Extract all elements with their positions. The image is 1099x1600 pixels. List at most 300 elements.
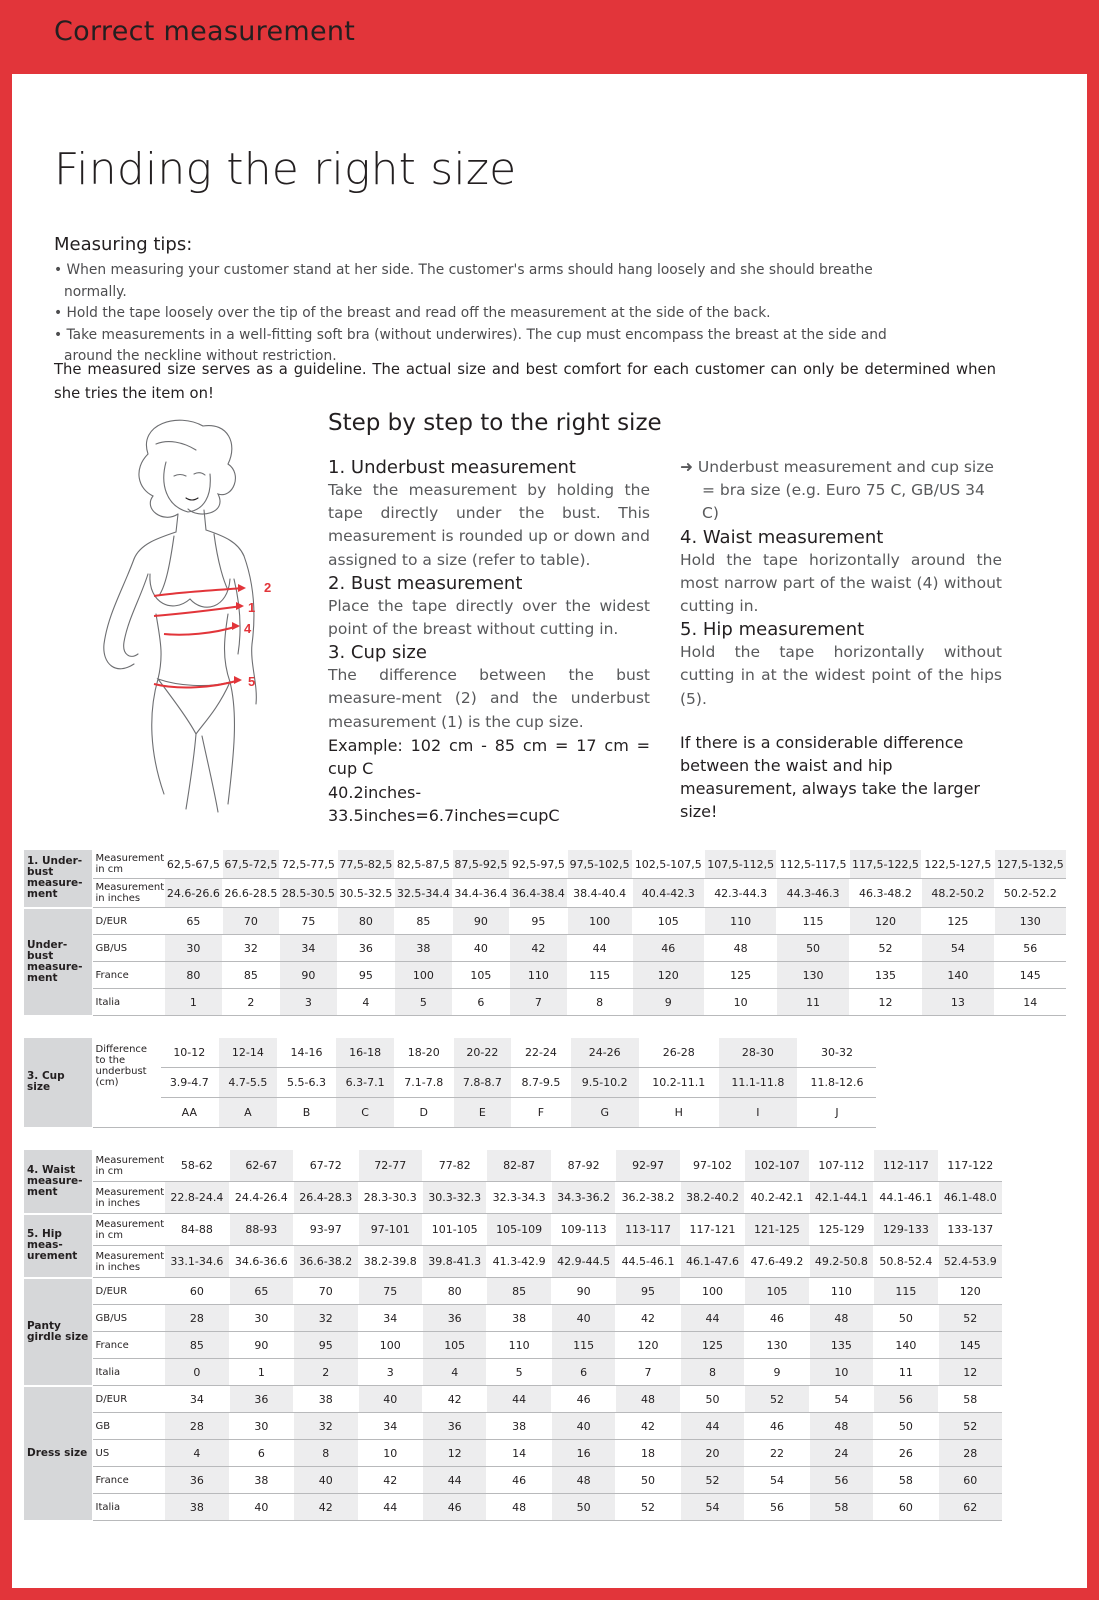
table-cell: 38: [229, 1467, 293, 1494]
table-cell: 120: [938, 1278, 1002, 1305]
table-cell: 24: [809, 1440, 873, 1467]
table-cell: 50: [616, 1467, 680, 1494]
table-cell: 12: [422, 1440, 486, 1467]
table-cell: 102,5-107,5: [632, 850, 704, 879]
table-cell: 42.1-44.1: [809, 1182, 873, 1214]
table-cell: 14: [994, 989, 1066, 1016]
table-cell: 36.6-38.2: [294, 1246, 358, 1278]
page-sheet: [12, 74, 1087, 1588]
table-cell: 36: [422, 1305, 486, 1332]
table-cell: 8.7-9.5: [512, 1068, 571, 1098]
table-cell: 50: [680, 1386, 744, 1413]
table-cell: F: [512, 1098, 571, 1128]
row-label: D/EUR: [92, 908, 165, 935]
table-cell: 44: [680, 1413, 744, 1440]
table-cell: 6.3-7.1: [336, 1068, 395, 1098]
table-cell: 82,5-87,5: [395, 850, 453, 879]
table-row: [24, 1494, 1002, 1521]
table-row: [24, 1332, 1002, 1359]
table-cell: 97-101: [358, 1214, 422, 1246]
row-label: Italia: [92, 989, 165, 1016]
table-cell: 52: [938, 1413, 1002, 1440]
table-row: [24, 1467, 1002, 1494]
table-cell: 38.2-40.2: [680, 1182, 744, 1214]
table-cell: 18: [616, 1440, 680, 1467]
table-cell: 115: [777, 908, 849, 935]
table-cell: 48: [487, 1494, 551, 1521]
table-cell: 44: [487, 1386, 551, 1413]
table-cell: 9: [745, 1359, 809, 1386]
table-cell: 135: [809, 1332, 873, 1359]
marker-1: 1: [248, 600, 256, 615]
table-cell: 58: [809, 1494, 873, 1521]
table-cell: 8: [567, 989, 632, 1016]
table-row: [24, 1214, 1002, 1246]
table-cell: 110: [510, 962, 568, 989]
table-cell: 60: [938, 1467, 1002, 1494]
table-cell: 145: [938, 1332, 1002, 1359]
group-label: 5. Hip meas-urement: [24, 1214, 92, 1278]
table-cell: 34.6-36.6: [229, 1246, 293, 1278]
table-row: [24, 962, 1066, 989]
table-cell: 97,5-102,5: [567, 850, 632, 879]
table-cell: 120: [616, 1332, 680, 1359]
table-cell: 44.1-46.1: [874, 1182, 938, 1214]
table-cell: 36: [422, 1413, 486, 1440]
step5-title: 5. Hip measurement: [680, 619, 865, 641]
table-cell: 0: [165, 1359, 229, 1386]
table-cell: 87-92: [551, 1150, 615, 1182]
table-row: [24, 1246, 1002, 1278]
table-cell: 34: [280, 935, 338, 962]
table-cell: 40: [452, 935, 510, 962]
table-cell: 38: [395, 935, 453, 962]
table-cell: 46: [422, 1494, 486, 1521]
table-cell: H: [639, 1098, 718, 1128]
table-cell: 3.9-4.7: [160, 1068, 219, 1098]
header-bar: [0, 0, 1099, 74]
table-cell: 140: [922, 962, 994, 989]
table-cell: 117-122: [938, 1150, 1002, 1182]
table-cell: 24.4-26.4: [229, 1182, 293, 1214]
table-cell: 92,5-97,5: [510, 850, 568, 879]
table-cell: 1: [165, 989, 223, 1016]
table-cell: 100: [395, 962, 453, 989]
table-cell: 18-20: [394, 1038, 453, 1068]
table-cell: 42: [616, 1413, 680, 1440]
table-cell: 9.5-10.2: [570, 1068, 639, 1098]
table-cell: 36: [165, 1467, 229, 1494]
table-cell: 22: [745, 1440, 809, 1467]
table-cell: 46.1-48.0: [938, 1182, 1002, 1214]
table-cell: 48: [704, 935, 776, 962]
underbust-size-table: [24, 850, 1066, 1017]
table-cell: 44: [422, 1467, 486, 1494]
tips-heading: Measuring tips:: [54, 234, 193, 255]
table-cell: 4: [422, 1359, 486, 1386]
table-cell: 42.3-44.3: [704, 879, 776, 908]
table-cell: 85: [395, 908, 453, 935]
table-cell: 42: [616, 1305, 680, 1332]
table-cell: 77-82: [422, 1150, 486, 1182]
table-cell: 117-121: [680, 1214, 744, 1246]
table-cell: 48: [616, 1386, 680, 1413]
table-cell: 58: [938, 1386, 1002, 1413]
table-cell: 112-117: [874, 1150, 938, 1182]
table-cell: 56: [874, 1386, 938, 1413]
table-cell: 5.5-6.3: [277, 1068, 336, 1098]
table-cell: 13: [922, 989, 994, 1016]
table-cell: 46: [487, 1467, 551, 1494]
table-cell: 54: [922, 935, 994, 962]
row-label: Difference to the underbust (cm): [92, 1038, 160, 1128]
table-cell: 52: [849, 935, 921, 962]
table-cell: 90: [229, 1332, 293, 1359]
table-cell: 44: [567, 935, 632, 962]
table-cell: 34: [165, 1386, 229, 1413]
table-cell: 95: [616, 1278, 680, 1305]
table-cell: 41.3-42.9: [487, 1246, 551, 1278]
table-cell: 50: [874, 1413, 938, 1440]
table-cell: 10: [358, 1440, 422, 1467]
table-cell: 4.7-5.5: [219, 1068, 278, 1098]
table-row: [24, 908, 1066, 935]
table-cell: 135: [849, 962, 921, 989]
table-cell: 28: [165, 1413, 229, 1440]
table-cell: 140: [874, 1332, 938, 1359]
table-cell: 38: [487, 1305, 551, 1332]
table-cell: 145: [994, 962, 1066, 989]
table-cell: 46.1-47.6: [680, 1246, 744, 1278]
table-cell: 3: [280, 989, 338, 1016]
table-cell: 72-77: [358, 1150, 422, 1182]
table-cell: 28.5-30.5: [280, 879, 338, 908]
step3-example-cm: Example: 102 cm - 85 cm = 17 cm = cup C: [328, 735, 650, 779]
table-cell: 6: [452, 989, 510, 1016]
table-cell: 54: [745, 1467, 809, 1494]
table-cell: 60: [165, 1278, 229, 1305]
table-cell: 112,5-117,5: [777, 850, 849, 879]
row-label: Measurement in cm: [92, 1214, 165, 1246]
table-cell: 40: [358, 1386, 422, 1413]
table-cell: 3: [358, 1359, 422, 1386]
table-cell: 8: [294, 1440, 358, 1467]
table-cell: 129-133: [874, 1214, 938, 1246]
table-cell: 127,5-132,5: [994, 850, 1066, 879]
table-cell: 115: [874, 1278, 938, 1305]
table-cell: 48: [809, 1305, 873, 1332]
table-row: [24, 879, 1066, 908]
table-cell: 113-117: [616, 1214, 680, 1246]
cup-size-table: [24, 1038, 876, 1129]
table-cell: 52.4-53.9: [938, 1246, 1002, 1278]
row-label: France: [92, 1467, 165, 1494]
table-cell: 60: [874, 1494, 938, 1521]
table-cell: 92-97: [616, 1150, 680, 1182]
waist-hip-dress-table: [24, 1150, 1002, 1522]
table-cell: 46: [551, 1386, 615, 1413]
table-cell: 56: [745, 1494, 809, 1521]
table-cell: 9: [632, 989, 704, 1016]
step5-text: Hold the tape horizontally without cutting in at the widest point of the hips (5).: [680, 643, 1002, 708]
table-cell: 26-28: [639, 1038, 718, 1068]
table-cell: 16-18: [336, 1038, 395, 1068]
table-cell: 88-93: [229, 1214, 293, 1246]
table-cell: 4: [165, 1440, 229, 1467]
table-cell: 102-107: [745, 1150, 809, 1182]
table-cell: 65: [165, 908, 223, 935]
table-cell: 5: [487, 1359, 551, 1386]
table-cell: 52: [616, 1494, 680, 1521]
table-cell: 48.2-50.2: [922, 879, 994, 908]
table-cell: 117,5-122,5: [849, 850, 921, 879]
table-cell: 95: [510, 908, 568, 935]
table-cell: 67,5-72,5: [222, 850, 280, 879]
table-cell: 105: [745, 1278, 809, 1305]
row-label: Italia: [92, 1359, 165, 1386]
row-label: Measurement in inches: [92, 1182, 165, 1214]
group-label: 3. Cup size: [24, 1038, 92, 1128]
table-cell: 50.8-52.4: [874, 1246, 938, 1278]
table-cell: 97-102: [680, 1150, 744, 1182]
table-cell: 11.1-11.8: [718, 1068, 797, 1098]
table-cell: 11: [777, 989, 849, 1016]
table-row: [24, 1413, 1002, 1440]
table-cell: 133-137: [938, 1214, 1002, 1246]
table-cell: 12: [849, 989, 921, 1016]
table-cell: 110: [704, 908, 776, 935]
table-cell: 28.3-30.3: [358, 1182, 422, 1214]
table-cell: 4: [337, 989, 395, 1016]
row-label: D/EUR: [92, 1278, 165, 1305]
row-label: France: [92, 962, 165, 989]
table-cell: 100: [358, 1332, 422, 1359]
table-cell: 34.4-36.4: [452, 879, 510, 908]
table-cell: 115: [551, 1332, 615, 1359]
table-cell: 10-12: [160, 1038, 219, 1068]
table-cell: 75: [280, 908, 338, 935]
table-cell: 93-97: [294, 1214, 358, 1246]
table-cell: 44.3-46.3: [777, 879, 849, 908]
table-cell: 22.8-24.4: [165, 1182, 229, 1214]
table-cell: 7.8-8.7: [453, 1068, 512, 1098]
table-cell: 120: [849, 908, 921, 935]
table-cell: 70: [222, 908, 280, 935]
table-cell: 125: [680, 1332, 744, 1359]
table-cell: 42: [510, 935, 568, 962]
table-cell: 12: [938, 1359, 1002, 1386]
table-cell: 10.2-11.1: [639, 1068, 718, 1098]
row-label: GB: [92, 1413, 165, 1440]
table-cell: 8: [680, 1359, 744, 1386]
tips-list: [54, 260, 934, 368]
table-cell: 22-24: [512, 1038, 571, 1068]
table-cell: 1: [229, 1359, 293, 1386]
table-row: [24, 1305, 1002, 1332]
table-cell: 44: [358, 1494, 422, 1521]
table-cell: 100: [680, 1278, 744, 1305]
step1-text: Take the measurement by holding the tape directly under the bust. This measurement is rounded up or down and assigned to a size (refer to table).: [328, 481, 650, 569]
table-cell: 47.6-49.2: [745, 1246, 809, 1278]
table-cell: 42.9-44.5: [551, 1246, 615, 1278]
table-cell: 62: [938, 1494, 1002, 1521]
table-cell: 26.4-28.3: [294, 1182, 358, 1214]
table-cell: 48: [809, 1413, 873, 1440]
table-cell: 105: [452, 962, 510, 989]
table-row: [24, 1359, 1002, 1386]
steps-title: Step by step to the right size: [328, 410, 662, 436]
table-cell: 67-72: [294, 1150, 358, 1182]
row-label: Measurement in inches: [92, 1246, 165, 1278]
difference-note: If there is a considerable difference between the waist and hip measurement, always take the larger size!: [680, 732, 980, 822]
table-cell: 30-32: [797, 1038, 876, 1068]
table-cell: 24-26: [570, 1038, 639, 1068]
table-row: [24, 1386, 1002, 1413]
table-cell: 38.4-40.4: [567, 879, 632, 908]
step3-title: 3. Cup size: [328, 642, 427, 664]
table-cell: 40: [551, 1305, 615, 1332]
step4-title: 4. Waist measurement: [680, 526, 884, 548]
table-cell: 125: [704, 962, 776, 989]
table-cell: 30: [229, 1305, 293, 1332]
table-cell: 7.1-7.8: [394, 1068, 453, 1098]
table-cell: 38: [487, 1413, 551, 1440]
row-label: Italia: [92, 1494, 165, 1521]
table-cell: 44: [680, 1305, 744, 1332]
table-cell: 52: [938, 1305, 1002, 1332]
steps-column-left: [328, 456, 650, 828]
table-cell: 12-14: [219, 1038, 278, 1068]
table-cell: 30: [165, 935, 223, 962]
woman-measurement-illustration: [78, 414, 298, 814]
table-cell: J: [797, 1098, 876, 1128]
tip-item: • Hold the tape loosely over the tip of the breast and read off the measurement at the side of the back.: [54, 303, 934, 325]
table-cell: 109-113: [551, 1214, 615, 1246]
table-cell: 32.3-34.3: [487, 1182, 551, 1214]
table-cell: 95: [337, 962, 395, 989]
tip-item: • When measuring your customer stand at her side. The customer's arms should hang loosely and she should breathe normally.: [54, 260, 934, 303]
table-cell: 36.2-38.2: [616, 1182, 680, 1214]
table-cell: 80: [337, 908, 395, 935]
table-cell: 49.2-50.8: [809, 1246, 873, 1278]
row-label: Measurement in inches: [92, 879, 165, 908]
table-cell: 82-87: [487, 1150, 551, 1182]
table-cell: 130: [777, 962, 849, 989]
table-cell: 5: [395, 989, 453, 1016]
table-cell: 10: [809, 1359, 873, 1386]
table-cell: 20-22: [453, 1038, 512, 1068]
table-cell: 85: [487, 1278, 551, 1305]
table-cell: 77,5-82,5: [337, 850, 395, 879]
table-cell: 38: [165, 1494, 229, 1521]
table-cell: 44.5-46.1: [616, 1246, 680, 1278]
table-cell: 130: [745, 1332, 809, 1359]
table-cell: 16: [551, 1440, 615, 1467]
table-cell: 85: [222, 962, 280, 989]
table-cell: 7: [616, 1359, 680, 1386]
table-cell: 28-30: [718, 1038, 797, 1068]
table-cell: 28: [165, 1305, 229, 1332]
table-cell: 72,5-77,5: [280, 850, 338, 879]
table-cell: 50: [777, 935, 849, 962]
table-cell: 107-112: [809, 1150, 873, 1182]
table-cell: E: [453, 1098, 512, 1128]
table-cell: 32: [222, 935, 280, 962]
table-cell: 50.2-52.2: [994, 879, 1066, 908]
table-cell: 115: [567, 962, 632, 989]
table-cell: 46: [745, 1305, 809, 1332]
table-row: [24, 1150, 1002, 1182]
table-cell: 11.8-12.6: [797, 1068, 876, 1098]
table-cell: 34.3-36.2: [551, 1182, 615, 1214]
table-cell: 32: [294, 1305, 358, 1332]
table-row: [24, 989, 1066, 1016]
table-cell: 50: [551, 1494, 615, 1521]
table-cell: 40: [294, 1467, 358, 1494]
group-label: 1. Under-bust measure-ment: [24, 850, 92, 908]
table-cell: 30.3-32.3: [422, 1182, 486, 1214]
table-cell: 52: [680, 1467, 744, 1494]
table-cell: 34: [358, 1305, 422, 1332]
table-cell: 122,5-127,5: [922, 850, 994, 879]
table-cell: 105: [632, 908, 704, 935]
table-cell: 80: [422, 1278, 486, 1305]
row-label: GB/US: [92, 1305, 165, 1332]
group-label: 4. Waist measure-ment: [24, 1150, 92, 1214]
marker-2: 2: [264, 580, 272, 595]
table-cell: 46: [632, 935, 704, 962]
table-cell: 84-88: [165, 1214, 229, 1246]
table-row: [24, 935, 1066, 962]
table-cell: B: [277, 1098, 336, 1128]
table-cell: 7: [510, 989, 568, 1016]
guideline-note: The measured size serves as a guideline. The actual size and best comfort for each customer can only be determined when she tries the item on!: [54, 361, 996, 402]
table-row: [24, 850, 1066, 879]
table-cell: 36.4-38.4: [510, 879, 568, 908]
table-cell: 110: [487, 1332, 551, 1359]
group-label: Dress size: [24, 1386, 92, 1521]
table-cell: 2: [222, 989, 280, 1016]
marker-4: 4: [244, 621, 252, 636]
table-cell: 40.4-42.3: [632, 879, 704, 908]
table-cell: 46: [745, 1413, 809, 1440]
table-cell: 36: [337, 935, 395, 962]
table-cell: 11: [874, 1359, 938, 1386]
table-cell: G: [570, 1098, 639, 1128]
table-cell: 87,5-92,5: [452, 850, 510, 879]
table-cell: C: [336, 1098, 395, 1128]
table-cell: 120: [632, 962, 704, 989]
table-cell: 38: [294, 1386, 358, 1413]
table-row: [24, 1182, 1002, 1214]
table-cell: 105-109: [487, 1214, 551, 1246]
table-cell: 125-129: [809, 1214, 873, 1246]
table-cell: 58-62: [165, 1150, 229, 1182]
row-label: France: [92, 1332, 165, 1359]
bra-size-note: ➜ Underbust measurement and cup size = bra size (e.g. Euro 75 C, GB/US 34 C): [680, 458, 994, 523]
table-cell: 130: [994, 908, 1066, 935]
table-cell: 34: [358, 1413, 422, 1440]
table-cell: 125: [922, 908, 994, 935]
table-cell: 38.2-39.8: [358, 1246, 422, 1278]
table-cell: 105: [422, 1332, 486, 1359]
table-cell: 100: [567, 908, 632, 935]
table-cell: 6: [229, 1440, 293, 1467]
table-cell: 121-125: [745, 1214, 809, 1246]
row-label: GB/US: [92, 935, 165, 962]
row-label: Measurement in cm: [92, 850, 165, 879]
table-cell: 110: [809, 1278, 873, 1305]
